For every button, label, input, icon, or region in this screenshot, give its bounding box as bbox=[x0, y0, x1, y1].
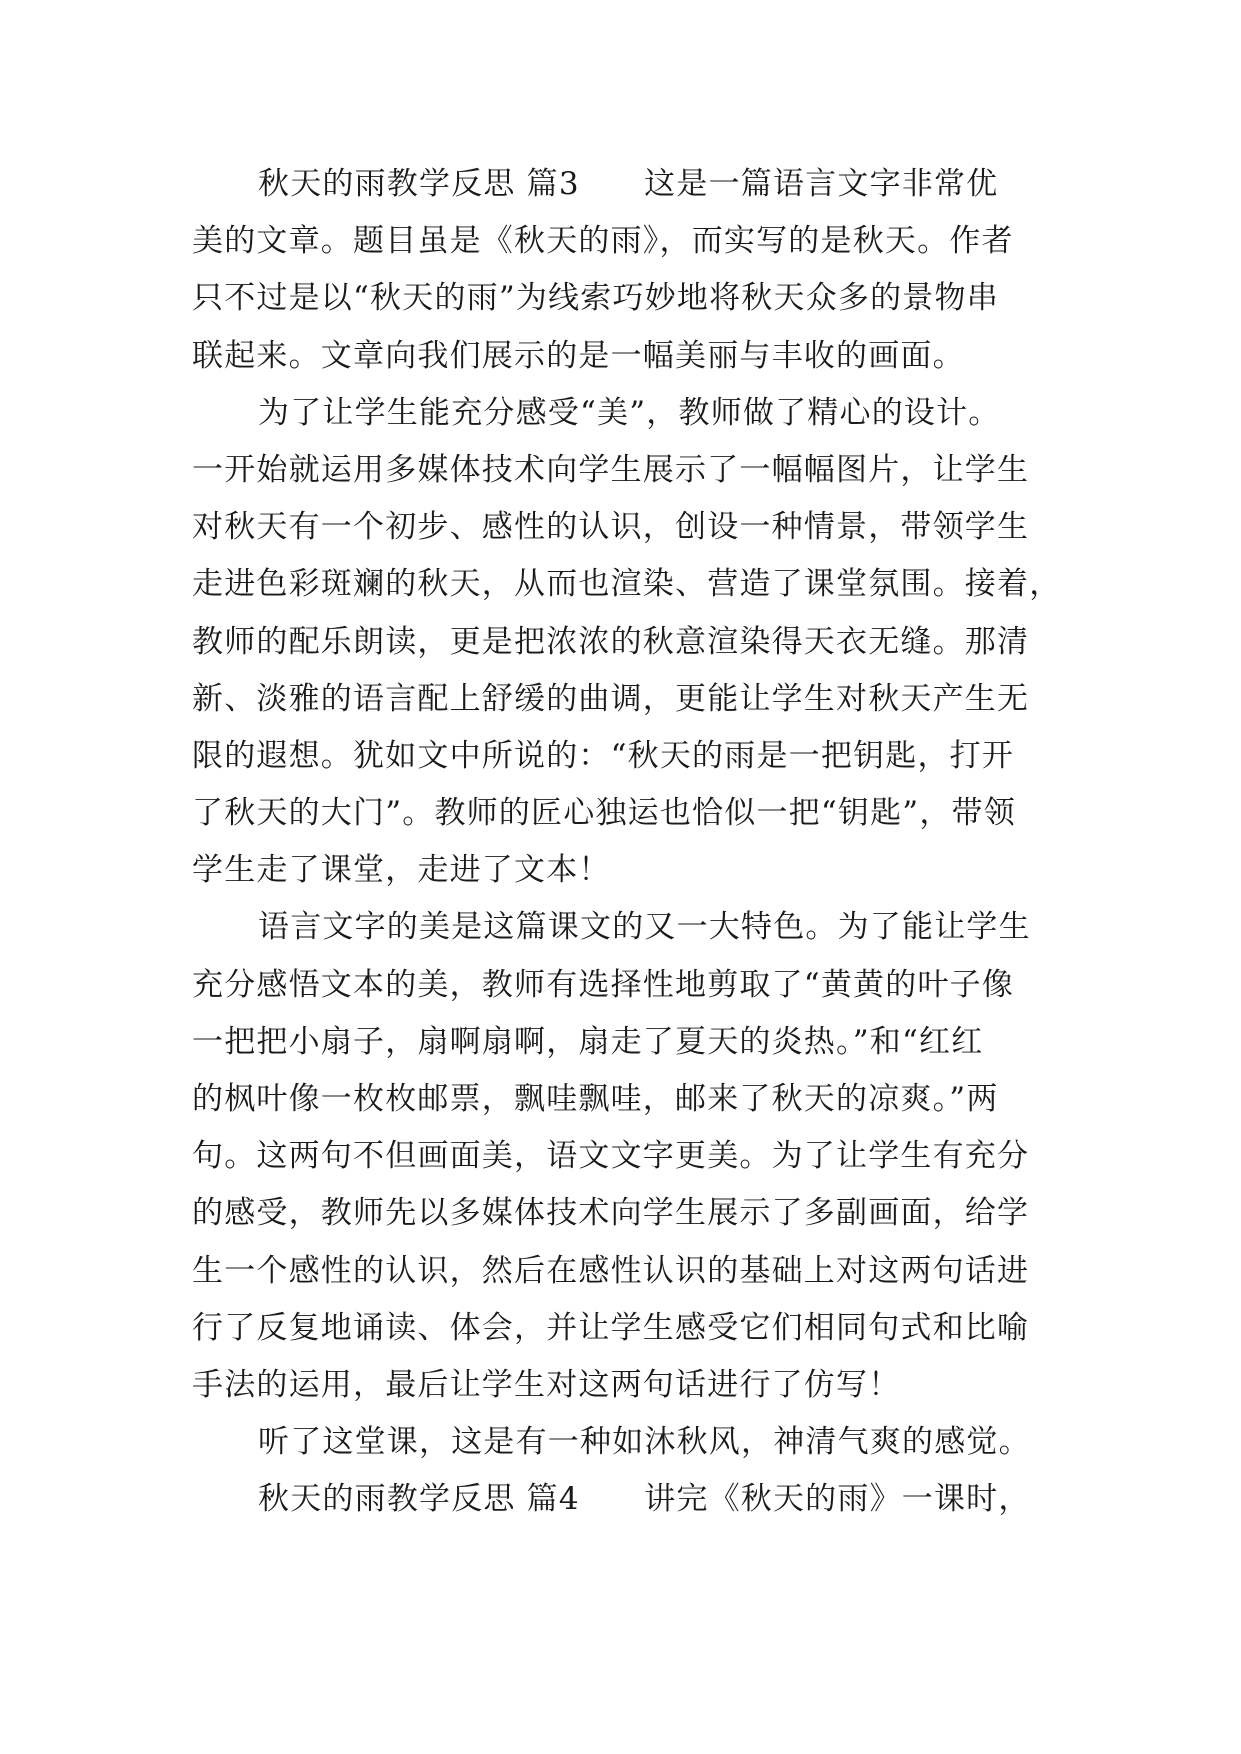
text-line-24: 秋天的雨教学反思 篇4 讲完《秋天的雨》一课时， bbox=[258, 1481, 1031, 1518]
text-line-9: 教师的配乐朗读，更是把浓浓的秋意渲染得天衣无缝。那清 bbox=[192, 623, 1030, 660]
text-line-7: 对秋天有一个初步、感性的认识，创设一种情景，带领学生 bbox=[192, 509, 1030, 546]
text-line-8: 走进色彩斑斓的秋天，从而也渲染、营造了课堂氛围。接着， bbox=[192, 566, 1062, 603]
text-line-16: 一把把小扇子，扇啊扇啊，扇走了夏天的炎热。”和“红红 bbox=[192, 1023, 984, 1060]
text-line-21: 行了反复地诵读、体会，并让学生感受它们相同句式和比喻 bbox=[192, 1309, 1030, 1346]
text-line-12: 了秋天的大门”。教师的匠心独运也恰似一把“钥匙”，带领 bbox=[192, 795, 1016, 832]
document-body bbox=[192, 156, 1062, 1529]
text-line-11: 限的遐想。犹如文中所说的：“秋天的雨是一把钥匙，打开 bbox=[192, 737, 1015, 774]
text-line-14: 语言文字的美是这篇课文的又一大特色。为了能让学生 bbox=[258, 909, 1031, 946]
text-line-20: 生一个感性的认识，然后在感性认识的基础上对这两句话进 bbox=[192, 1252, 1030, 1289]
text-line-1: 秋天的雨教学反思 篇3 这是一篇语言文字非常优 bbox=[258, 166, 999, 202]
text-line-2: 美的文章。题目虽是《秋天的雨》，而实写的是秋天。作者 bbox=[192, 223, 1014, 260]
text-line-17: 的枫叶像一枚枚邮票，飘哇飘哇，邮来了秋天的凉爽。”两 bbox=[192, 1081, 999, 1117]
text-line-5: 为了让学生能充分感受“美”，教师做了精心的设计。 bbox=[258, 394, 1001, 431]
text-line-3: 只不过是以“秋天的雨”为线索巧妙地将秋天众多的景物串 bbox=[192, 280, 999, 317]
text-line-4: 联起来。文章向我们展示的是一幅美丽与丰收的画面。 bbox=[192, 337, 965, 374]
text-line-22: 手法的运用，最后让学生对这两句话进行了仿写！ bbox=[192, 1366, 901, 1403]
text-line-19: 的感受，教师先以多媒体技术向学生展示了多副画面，给学 bbox=[192, 1195, 1030, 1232]
text-line-18: 句。这两句不但画面美，语文文字更美。为了让学生有充分 bbox=[192, 1138, 1030, 1175]
text-line-10: 新、淡雅的语言配上舒缓的曲调，更能让学生对秋天产生无 bbox=[192, 680, 1030, 717]
text-line-15: 充分感悟文本的美，教师有选择性地剪取了“黄黄的叶子像 bbox=[192, 966, 1015, 1003]
text-line-13: 学生走了课堂，走进了文本！ bbox=[192, 852, 611, 889]
text-line-23: 听了这堂课，这是有一种如沐秋风，神清气爽的感觉。 bbox=[258, 1424, 1031, 1461]
text-line-6: 一开始就运用多媒体技术向学生展示了一幅幅图片，让学生 bbox=[192, 451, 1030, 488]
